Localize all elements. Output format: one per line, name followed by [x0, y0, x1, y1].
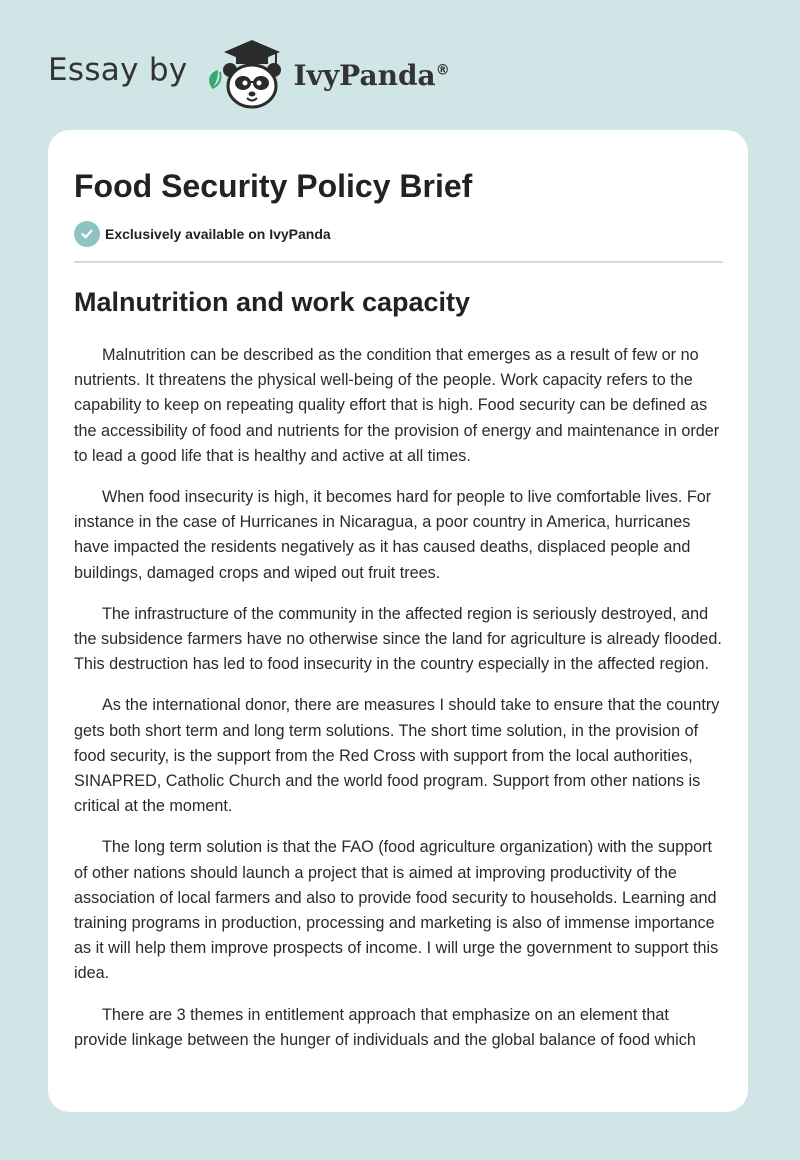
exclusive-label: Exclusively available on IvyPanda — [105, 226, 331, 242]
essay-body — [74, 343, 723, 1069]
paragraph: The long term solution is that the FAO (food agriculture organization) with the support of other nations should launch a project that is aimed at improving productivity of the association of local farmers and also to provide food security to households. Learning and training programs in production, processing and marketing is also of immense importance as it will help them improve prospects of income. I will urge the government to support this idea. — [74, 838, 719, 983]
brand-prefix: Essay by — [48, 52, 188, 88]
divider — [74, 261, 723, 263]
registered-mark: ® — [435, 62, 450, 79]
site-header — [48, 34, 450, 114]
panda-graduate-icon — [204, 36, 290, 112]
essay-title: Food Security Policy Brief — [74, 168, 473, 204]
paragraph: As the international donor, there are measures I should take to ensure that the country gets both short term and long term solutions. The short time solution, in the provision of food security, is the support from the Red Cross with support from the local authorities, SINAPRED, Catholic Church and the world food program. Support from other nations is critical at the moment. — [74, 696, 720, 816]
exclusive-badge — [74, 221, 331, 247]
paragraph: There are 3 themes in entitlement approach that emphasize on an element that provide linkage between the hunger of individuals and the global balance of food which — [74, 1005, 696, 1049]
essay-card — [48, 130, 748, 1112]
paragraph: When food insecurity is high, it becomes hard for people to live comfortable lives. For instance in the case of Hurricanes in Nicaragua, a poor country in America, hurricanes have impacted the residents negatively as it has caused deaths, displaced people and buildings, damaged crops and wiped out fruit trees. — [74, 488, 712, 582]
brand-name: IvyPanda® — [293, 58, 450, 92]
paragraph: Malnutrition can be described as the condition that emerges as a result of few or no nutrients. It threatens the physical well-being of the people. Work capacity refers to the capability to keep on repeating quality effort that is high. Food security can be defined as the accessibility of food and nutrients for the provision of energy and maintenance in order to lead a good life that is healthy and active at all times. — [74, 346, 720, 465]
check-circle-icon — [74, 221, 100, 247]
paragraph: The infrastructure of the community in the affected region is seriously destroyed, and the subsidence farmers have no otherwise since the land for agriculture is already flooded. This destruction has led to food insecurity in the country especially in the affected region. — [74, 604, 722, 674]
section-heading: Malnutrition and work capacity — [74, 287, 471, 317]
